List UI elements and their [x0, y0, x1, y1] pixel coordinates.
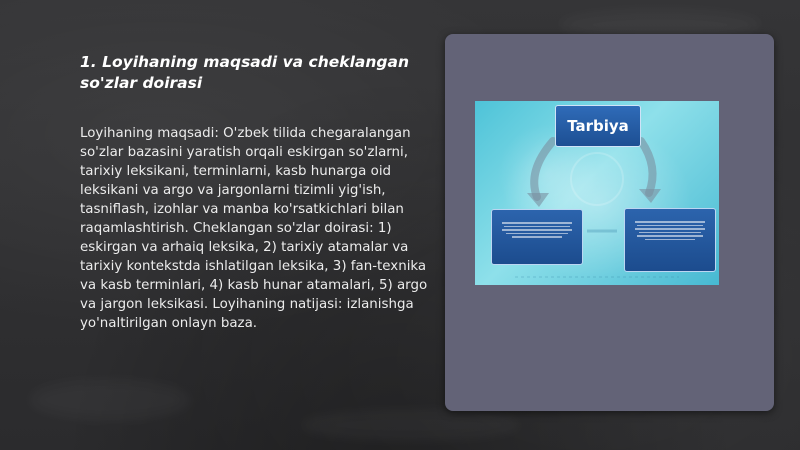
left-arrowhead-icon	[527, 193, 549, 207]
diagram-right-box	[624, 208, 716, 272]
diagram-main-box: Tarbiya	[555, 105, 641, 147]
right-arrow-icon	[641, 141, 653, 193]
embedded-diagram-image	[475, 101, 719, 285]
diagram-left-box	[491, 209, 583, 265]
slide-body-text: Loyihaning maqsadi: O'zbek tilida chegaralangan so'zlar bazasini yaratish orqali eskirgan so'zlarni, tarixiy leksikani, terminlarni, kasb hunarga oid leksikani va argo va jargonlarni tizimli yig'ish, tasniflash, izohlar va manba ko'rsatkichlari bilan raqamlashtirish. Cheklangan so'zlar doirasi: 1) eskirgan va arhaiq leksika, 2) tarixiy atamalar va tarixiy kontekstda ishlatilgan leksika, 3) fan-texnika va kasb terminlari, 4) kasb hunar atamalari, 5) argo va jargon leksikasi. Loyihaning natijasi: izlanishga yo'naltirilgan onlayn baza.	[80, 126, 428, 331]
right-arrowhead-icon	[639, 189, 661, 203]
chalk-smudge	[30, 380, 190, 420]
chalk-smudge	[300, 410, 520, 440]
slide-title: 1. Loyihaning maqsadi va cheklangan so'zlar doirasi	[80, 53, 409, 92]
decorative-swirl	[571, 153, 623, 205]
left-arrow-icon	[534, 141, 553, 197]
